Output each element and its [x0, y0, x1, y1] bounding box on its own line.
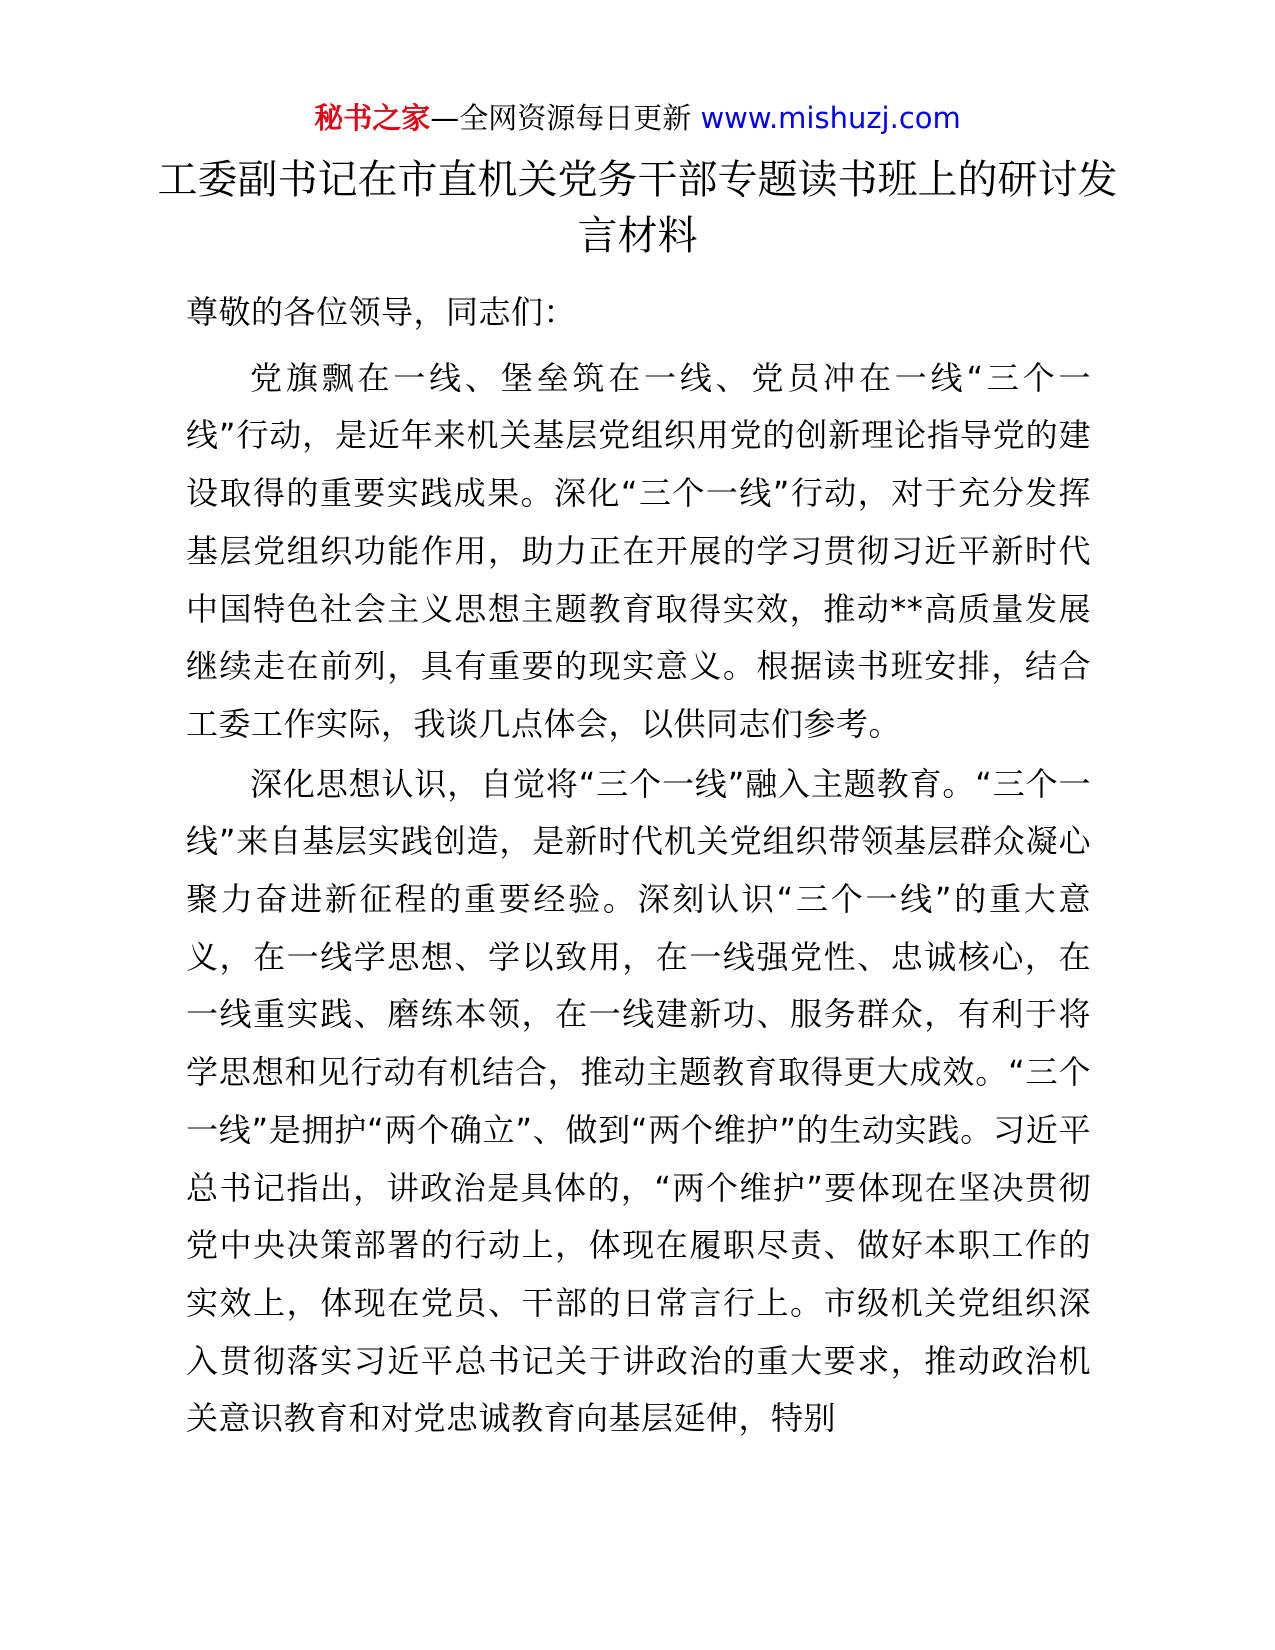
brand-name: 秘书之家 — [314, 101, 431, 135]
body-paragraph: 深化思想认识，自觉将“三个一线”融入主题教育。“三个一线”来自基层实践创造，是新时代机关党组织带领基层群众凝心聚力奋进新征程的重要经验。深刻认识“三个一线”的重大意义，在一线学思想、学以致用，在一线强党性、忠诚核心，在一线重实践、磨练本领，在一线建新功、服务群众，有利于将学思想和见行动有机结合，推动主题教育取得更大成效。“三个一线”是拥护“两个确立”、做到“两个维护”的生动实践。习近平总书记指出，讲政治是具体的，“两个维护”要体现在坚决贯彻党中央决策部署的行动上，体现在履职尽责、做好本职工作的实效上，体现在党员、干部的日常言行上。市级机关党组织深入贯彻落实习近平总书记关于讲政治的重大要求，推动政治机关意识教育和对党忠诚教育向基层延伸，特别 — [186, 764, 1091, 1438]
site-url-link[interactable]: www.mishuzj.com — [700, 101, 961, 135]
document-body — [186, 284, 1091, 1450]
greeting-line: 尊敬的各位领导，同志们： — [186, 293, 577, 331]
body-paragraph: 党旗飘在一线、堡垒筑在一线、党员冲在一线“三个一线”行动，是近年来机关基层党组织用党的创新理论指导党的建设取得的重要实践成果。深化“三个一线”行动，对于充分发挥基层党组织功能作用，助力正在开展的学习贯彻习近平新时代中国特色社会主义思想主题教育取得实效，推动**高质量发展继续走在前列，具有重要的现实意义。根据读书班安排，结合工委工作实际，我谈几点体会，以供同志们参考。 — [186, 358, 1091, 743]
document-title: 工委副书记在市直机关党务干部专题读书班上的研讨发言材料 — [157, 157, 1118, 259]
site-banner — [0, 98, 1275, 138]
banner-tagline: —全网资源每日更新 — [430, 101, 692, 135]
